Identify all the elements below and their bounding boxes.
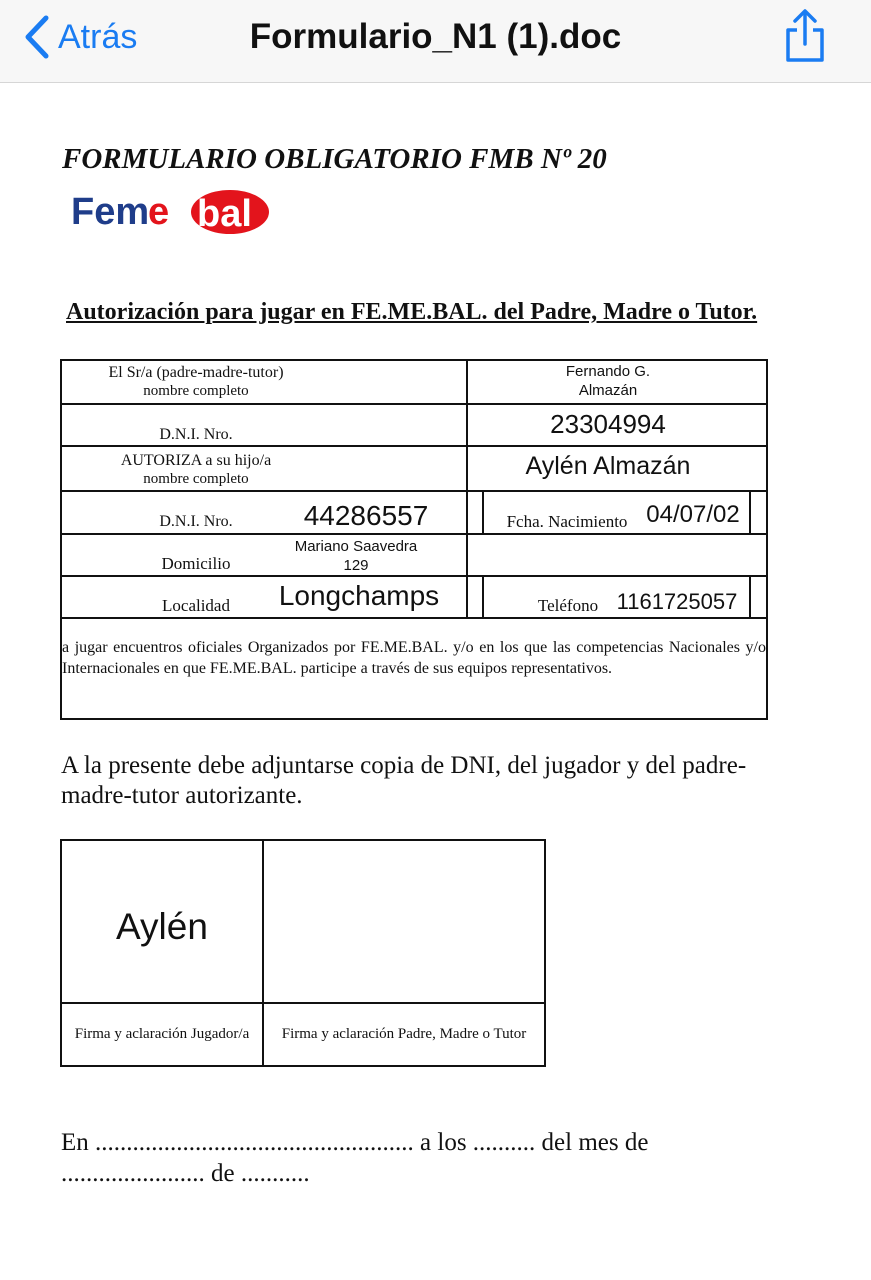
child-name: Aylén Almazán: [525, 452, 691, 480]
authorization-text: a jugar encuentros oficiales Organizados por FE.ME.BAL. y/o en los que las competencias Nacionales y/o Internacionales en que FE.ME.BAL. participe a través de sus equipos representativos.: [62, 639, 766, 677]
city-label: Localidad: [162, 596, 230, 615]
svg-text:Fem: Fem: [71, 191, 150, 233]
phone-label: Teléfono: [537, 596, 599, 615]
phone: 1161725057: [616, 589, 738, 614]
svg-text:bal: bal: [197, 193, 252, 235]
player-signature: Aylén: [116, 906, 208, 947]
authorizes-label: AUTORIZA a su hijo/a nombre completo: [120, 452, 272, 487]
share-icon: [782, 51, 828, 68]
address: Mariano Saavedra 129: [294, 538, 418, 574]
city: Longchamps: [278, 580, 440, 611]
birth-date: 04/07/02: [646, 501, 740, 528]
authorization-title: Autorización para jugar en FE.ME.BAL. del Padre, Madre o Tutor.: [66, 299, 758, 325]
parent-signature-caption: Firma y aclaración Padre, Madre o Tutor: [281, 1026, 527, 1042]
parent-dni-label: D.N.I. Nro.: [159, 426, 233, 443]
child-dni: 44286557: [303, 500, 429, 531]
child-dni-label: D.N.I. Nro.: [159, 513, 233, 530]
svg-text:e: e: [148, 191, 170, 233]
document-title: Formulario_N1 (1).doc: [249, 17, 622, 56]
back-label: Atrás: [58, 17, 138, 56]
notice-text: A la presente debe adjuntarse copia de DNI, del jugador y del padre-madre-tutor autorizante.: [61, 752, 747, 809]
parent-dni: 23304994: [550, 409, 666, 439]
share-button[interactable]: [782, 8, 828, 69]
date-place-line: En ................................................... a los .......... del mes de ....................... de ...........: [61, 1129, 649, 1187]
femebal-logo: [70, 186, 270, 241]
address-label: Domicilio: [161, 554, 231, 573]
birth-date-label: Fcha. Nacimiento: [506, 512, 628, 531]
navigation-bar: [0, 0, 871, 83]
parent-name: Fernando G. Almazán: [565, 363, 651, 399]
player-signature-caption: Firma y aclaración Jugador/a: [74, 1026, 250, 1042]
form-title: FORMULARIO OBLIGATORIO FMB Nº 20: [62, 143, 607, 175]
parent-label: El Sr/a (padre-madre-tutor) nombre completo: [108, 364, 284, 399]
